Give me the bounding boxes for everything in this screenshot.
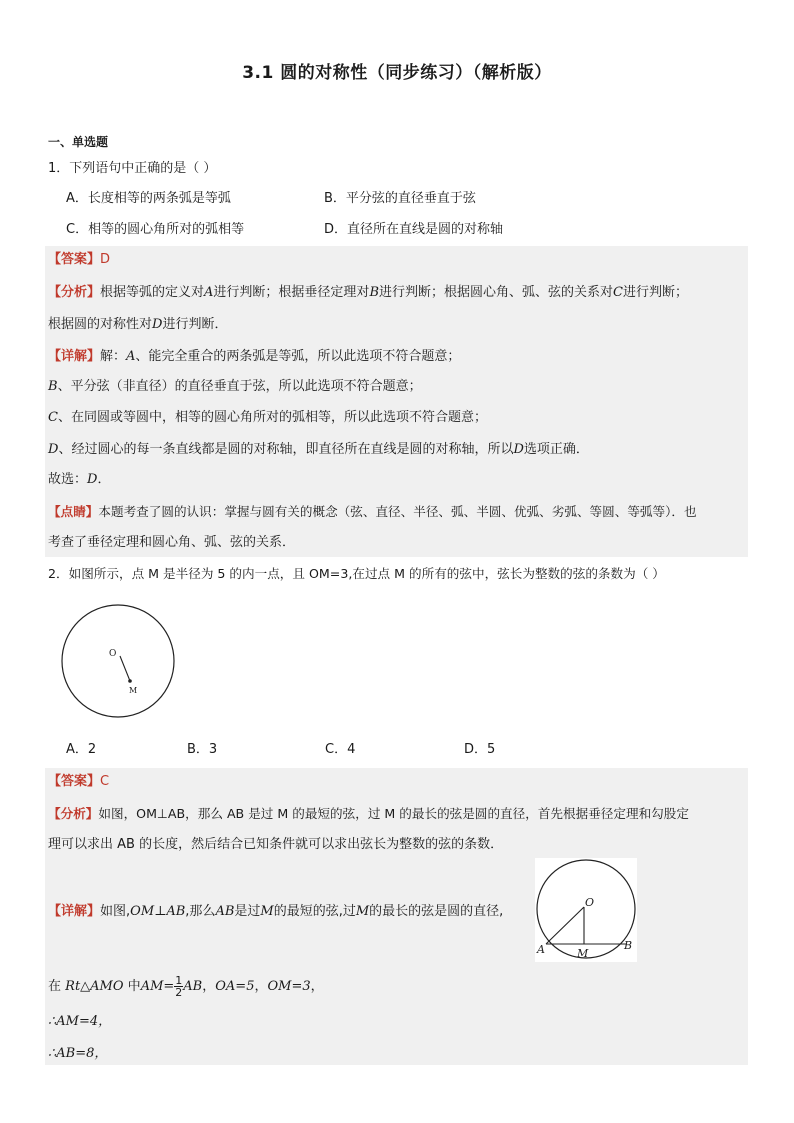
q1-detail-line-4 <box>48 441 589 459</box>
point-m <box>128 679 132 683</box>
text: 在 <box>48 979 62 994</box>
label-o: O <box>109 649 117 659</box>
comment-tag: 【点睛】 <box>48 504 99 519</box>
analysis-tag: 【分析】 <box>48 806 99 821</box>
label-m: M <box>577 947 589 960</box>
q2-step-3: ∴AB=8， <box>48 1046 108 1061</box>
q1-comment-line-2: 考查了垂径定理和圆心角、弧、弦的关系． <box>48 535 296 550</box>
label-a: A <box>537 943 545 956</box>
option-letter: A <box>204 285 214 300</box>
option-letter: C <box>48 410 58 425</box>
q2-option-c: C．4 <box>325 742 356 757</box>
circle-outline <box>62 605 174 717</box>
text: ， <box>310 979 324 994</box>
text: ， <box>254 979 268 994</box>
answer-value: D <box>100 252 111 267</box>
answer-value: C <box>100 774 110 789</box>
numerator: 1 <box>175 974 183 987</box>
text: 进行判断；根据圆心角、弧、弦的关系对 <box>379 285 614 300</box>
math: OM⊥AB <box>130 904 186 919</box>
text: 的最长的弦是圆的直径, <box>369 904 504 919</box>
text: 根据圆的对称性对 <box>48 317 153 332</box>
q2-option-a: A．2 <box>66 742 97 757</box>
text: 进行判断；根据垂径定理对 <box>213 285 370 300</box>
math: M <box>355 904 370 919</box>
q1-detail-line-2 <box>48 378 422 396</box>
label-b: B <box>624 939 633 952</box>
text: 解： <box>100 349 127 364</box>
math: AB <box>215 904 235 919</box>
q2-analysis-line-1 <box>48 805 689 823</box>
detail-tag: 【详解】 <box>48 349 101 364</box>
q1-analysis-line-2 <box>48 316 227 334</box>
option-letter: D <box>87 472 98 487</box>
q1-detail-line-5 <box>48 471 110 489</box>
q1-stem: 1．下列语句中正确的是（ ） <box>48 161 217 176</box>
math: M <box>260 904 274 919</box>
text: 根据等弧的定义对 <box>100 285 205 300</box>
q2-analysis-line-2: 理可以求出 AB 的长度，然后结合已知条件就可以求出弦长为整数的弦的条数． <box>48 837 504 852</box>
math: AB <box>183 979 203 994</box>
detail-tag: 【详解】 <box>48 904 101 919</box>
q1-option-a: A．长度相等的两条弧是等弧 <box>66 191 231 206</box>
text: 进行判断． <box>162 317 228 332</box>
q2-answer <box>48 773 109 791</box>
q1-detail-line-3 <box>48 409 487 427</box>
answer-tag: 【答案】 <box>48 774 101 789</box>
text: 故选： <box>48 472 88 487</box>
option-letter: A <box>126 349 136 364</box>
label-m: M <box>129 686 138 695</box>
section-heading: 一、单选题 <box>48 135 109 149</box>
text: ,那么 <box>185 904 216 919</box>
q1-answer <box>48 251 110 269</box>
text: 进行判断； <box>622 285 688 300</box>
segment-om <box>120 656 130 681</box>
analysis-tag: 【分析】 <box>48 285 101 300</box>
q2-option-d: D．5 <box>464 742 496 757</box>
q2-option-b: B．3 <box>187 742 218 757</box>
q1-analysis-line-1 <box>48 284 688 302</box>
q2-step-1 <box>48 975 324 998</box>
q1-option-b: B．平分弦的直径垂直于弦 <box>324 191 476 206</box>
text: 、经过圆心的每一条直线都是圆的对称轴，即直径所在直线是圆的对称轴，所以 <box>58 442 514 457</box>
text: 如图, <box>100 904 131 919</box>
text: 、能完全重合的两条弧是等弧，所以此选项不符合题意； <box>135 349 461 364</box>
text: ． <box>97 472 111 487</box>
text: 、平分弦（非直径）的直径垂直于弦，所以此选项不符合题意； <box>57 379 422 394</box>
option-letter: D <box>513 442 524 457</box>
text: 、在同圆或等圆中，相等的圆心角所对的弧相等，所以此选项不符合题意； <box>57 410 487 425</box>
math: OM=3 <box>267 979 311 994</box>
q1-option-c: C．相等的圆心角所对的弧相等 <box>66 222 245 237</box>
option-letter: D <box>48 442 59 457</box>
option-letter: B <box>48 379 58 394</box>
q2-step-2: ∴AM=4， <box>48 1014 112 1029</box>
text: ， <box>202 979 216 994</box>
label-o: O <box>585 896 595 909</box>
text: 中 <box>127 979 141 994</box>
q2-chord-figure <box>535 858 637 962</box>
answer-tag: 【答案】 <box>48 252 101 267</box>
q2-circle-figure <box>58 603 180 721</box>
q2-detail-line-1 <box>48 903 503 921</box>
q1-option-d: D．直径所在直线是圆的对称轴 <box>324 222 504 237</box>
text: 本题考查了圆的认识：掌握与圆有关的概念（弦、直径、半径、弧、半圆、优弧、劣弧、等圆、等弧等）．也 <box>98 504 697 519</box>
q1-detail-line-1 <box>48 348 460 366</box>
text: 如图，OM⊥AB，那么 AB 是过 M 的最短的弦，过 M 的最长的弦是圆的直径，首先根据垂径定理和勾股定 <box>98 806 689 821</box>
text: 是过 <box>234 904 261 919</box>
text: 选项正确． <box>523 442 589 457</box>
option-letter: D <box>152 317 163 332</box>
q2-stem: 2．如图所示，点 M 是半径为 5 的内一点，且 OM=3,在过点 M 的所有的弦中，弦长为整数的弦的条数为（ ） <box>48 566 665 581</box>
option-letter: C <box>613 285 623 300</box>
document-title: 3.1 圆的对称性（同步练习）（解析版） <box>242 63 552 83</box>
q1-comment-line-1 <box>48 503 697 521</box>
math: OA=5 <box>215 979 255 994</box>
math: Rt△AMO <box>65 979 124 994</box>
text: 的最短的弦,过 <box>273 904 356 919</box>
denominator: 2 <box>175 986 183 999</box>
math: AM= <box>140 979 175 994</box>
fraction-one-half <box>174 975 183 998</box>
option-letter: B <box>369 285 379 300</box>
